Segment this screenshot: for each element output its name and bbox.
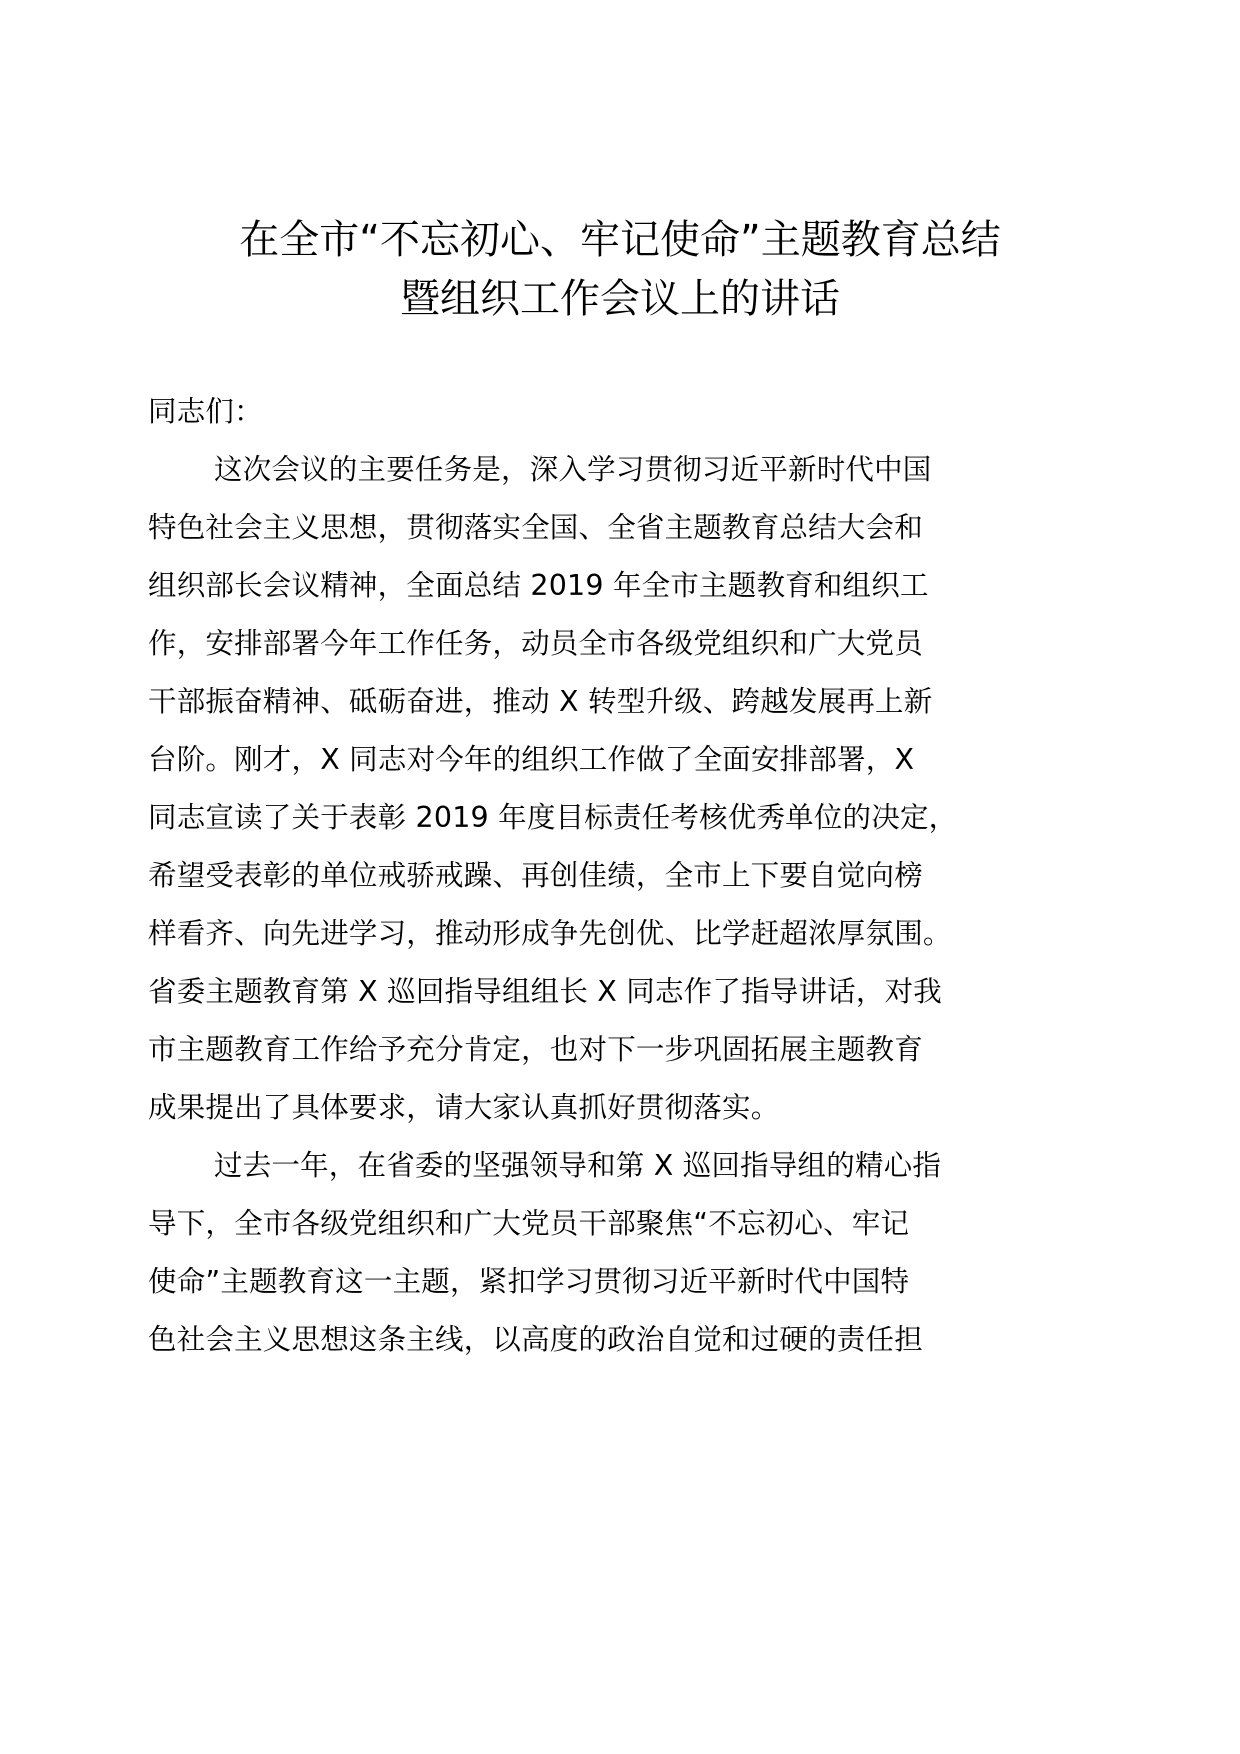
paragraph-2-line-4: 色社会主义思想这条主线，以高度的政治自觉和过硬的责任担	[148, 1323, 923, 1356]
paragraph-2-line-3: 使命”主题教育这一主题，紧扣学习贯彻习近平新时代中国特	[148, 1265, 910, 1298]
paragraph-1-line-7: 同志宣读了关于表彰 2019 年度目标责任考核优秀单位的决定，	[148, 801, 958, 834]
paragraph-1-line-5: 干部振奋精神、砥砺奋进，推动 X 转型升级、跨越发展再上新	[148, 685, 933, 718]
paragraph-1-line-11: 市主题教育工作给予充分肯定，也对下一步巩固拓展主题教育	[148, 1033, 923, 1066]
paragraph-1-line-9: 样看齐、向先进学习，推动形成争先创优、比学赶超浓厚氛围。	[148, 917, 952, 950]
paragraph-1-line-12: 成果提出了具体要求，请大家认真抓好贯彻落实。	[148, 1091, 780, 1124]
paragraph-1-line-8: 希望受表彰的单位戒骄戒躁、再创佳绩，全市上下要自觉向榜	[148, 859, 923, 892]
paragraph-1-line-1: 这次会议的主要任务是，深入学习贯彻习近平新时代中国	[214, 453, 932, 486]
paragraph-1-line-2: 特色社会主义思想，贯彻落实全国、全省主题教育总结大会和	[148, 511, 923, 544]
paragraph-2-line-1: 过去一年，在省委的坚强领导和第 X 巡回指导组的精心指	[214, 1149, 942, 1182]
paragraph-1-line-10: 省委主题教育第 X 巡回指导组组长 X 同志作了指导讲话，对我	[148, 975, 942, 1008]
paragraph-1-line-6: 台阶。刚才，X 同志对今年的组织工作做了全面安排部署，X	[148, 743, 915, 776]
document-title-line-1: 在全市“不忘初心、牢记使命”主题教育总结	[239, 217, 1001, 263]
paragraph-1-line-4: 作，安排部署今年工作任务，动员全市各级党组织和广大党员	[148, 627, 923, 660]
paragraph-2-line-2: 导下，全市各级党组织和广大党员干部聚焦“不忘初心、牢记	[148, 1207, 910, 1240]
paragraph-1-line-3: 组织部长会议精神，全面总结 2019 年全市主题教育和组织工	[148, 569, 929, 602]
document-title-line-2: 暨组织工作会议上的讲话	[400, 276, 840, 322]
salutation: 同志们：	[148, 395, 263, 428]
